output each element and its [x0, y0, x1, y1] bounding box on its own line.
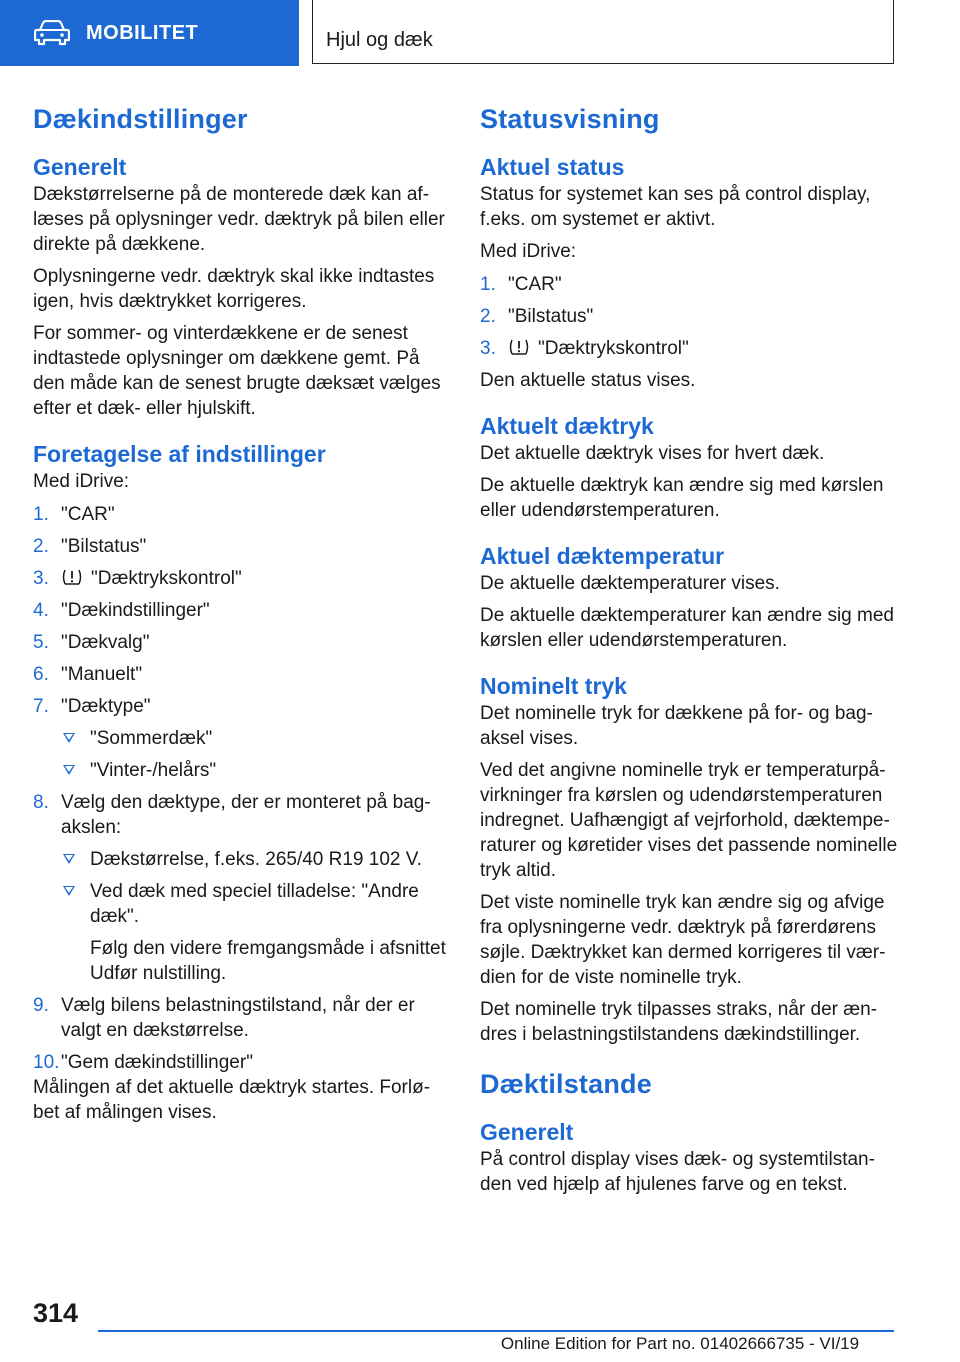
title-statusvisning: Statusvisning	[480, 104, 660, 134]
heading-nominelt-tryk: Nominelt tryk	[480, 673, 627, 699]
chapter-label: Hjul og dæk	[326, 29, 433, 51]
heading-generelt-daektilstande: Generelt	[480, 1119, 574, 1145]
page-number: 314	[33, 1298, 79, 1328]
triangle-bullet-icon	[63, 765, 75, 775]
paragraph: De aktuelle dæktryk kan ændre sig med kørslen eller udendørstemperaturen.	[480, 475, 884, 521]
triangle-bullet-icon	[63, 886, 75, 896]
sub-list-item: Ved dæk med speciel tilladelse: "Andre dæk". Følg den videre fremgangsmåde i afsnittet Udfør nulstilling.	[61, 879, 448, 986]
heading-aktuelt-daektryk: Aktuelt dæktryk	[480, 413, 654, 439]
paragraph: Ved det angivne nominelle tryk er temperaturpåvirkninger fra kørslen og udendørstemperaturen indregnet. Uafhængigt af vejrforhold, dæktemperaturer og køretider vises det passende nominelle tryk altid.	[480, 760, 898, 881]
sub-list	[61, 726, 448, 783]
paragraph: Målingen af det aktuelle dæktryk startes. Forløbet af målingen vises.	[33, 1077, 431, 1123]
heading-generelt: Generelt	[33, 154, 127, 180]
paragraph: Oplysningerne vedr. dæktryk skal ikke indtastes igen, hvis dæktrykket korrigeres.	[33, 266, 435, 312]
sub-list	[61, 847, 448, 986]
tire-pressure-warning-icon	[508, 338, 530, 356]
list-item: 2. "Bilstatus"	[33, 536, 147, 557]
list-item: 6. "Manuelt"	[33, 664, 143, 685]
sub-list-item: "Vinter-/helårs"	[61, 758, 448, 783]
section-label: MOBILITET	[86, 21, 199, 44]
paragraph: Med iDrive:	[33, 471, 130, 492]
list-item: 9. Vælg bilens belastningstilstand, når der er valgt en dækstørrelse.	[33, 995, 415, 1041]
triangle-bullet-icon	[63, 854, 75, 864]
tire-pressure-warning-icon	[61, 568, 83, 586]
list-item: 3. "Dæktrykskontrol"	[33, 568, 242, 589]
car-icon	[34, 20, 70, 46]
paragraph: Status for systemet kan ses på control display, f.eks. om systemet er aktivt.	[480, 184, 871, 230]
paragraph: For sommer- og vinterdækkene er de senest indtastede oplysninger om dækkene gemt. På den måde kan de senest brugte dæksæt vælges efter et dæk- eller hjulskift.	[33, 323, 441, 419]
page-header	[0, 0, 960, 66]
list-item: 5. "Dækvalg"	[33, 632, 150, 653]
sub-list-item: "Sommerdæk"	[61, 726, 448, 751]
footer-edition	[0, 1334, 960, 1354]
paragraph: Det nominelle tryk for dækkene på for- og bagaksel vises.	[480, 703, 873, 749]
title-daekindstillinger: Dækindstillinger	[33, 104, 248, 134]
right-column	[480, 100, 900, 1197]
paragraph: De aktuelle dæktemperaturer kan ændre sig med kørslen eller udendørstemperaturen.	[480, 605, 894, 651]
sub-list-item: Dækstørrelse, f.eks. 265/40 R19 102 V.	[61, 847, 448, 872]
paragraph: Det aktuelle dæktryk vises for hvert dæk.	[480, 443, 825, 464]
status-steps	[480, 272, 900, 361]
section-tab[interactable]	[0, 0, 299, 66]
heading-aktuel-status: Aktuel status	[480, 154, 625, 180]
list-item: 10. "Gem dækindstillinger"	[33, 1052, 253, 1073]
settings-steps	[33, 502, 448, 1075]
edition-text: Online Edition for Part no. 01402666735 - VI/19	[500, 1334, 860, 1353]
title-daektilstande: Dæktilstande	[480, 1069, 652, 1099]
list-item: 3. "Dæktrykskontrol"	[480, 338, 689, 359]
paragraph: På control display vises dæk- og systemtilstanden ved hjælp af hjulenes farve og en tekst.	[480, 1149, 875, 1195]
paragraph: Det nominelle tryk tilpasses straks, når der ændres i belastningstilstandens dækindstillinger.	[480, 999, 878, 1045]
chapter-box	[312, 0, 894, 64]
list-item: 7. "Dæktype" "Sommerdæk" "Vinter-/helårs"	[33, 694, 448, 783]
list-item: 1. "CAR"	[33, 504, 115, 525]
list-item: 2. "Bilstatus"	[480, 306, 594, 327]
list-item: 1. "CAR"	[480, 274, 562, 295]
paragraph: Den aktuelle status vises.	[480, 370, 696, 391]
sub-note: Følg den videre fremgangsmåde i afsnittet Udfør nulstilling.	[90, 938, 446, 984]
paragraph: Dækstørrelserne på de monterede dæk kan aflæses på oplysninger vedr. dæktryk på bilen eller direkte på dækkene.	[33, 184, 445, 255]
footer-divider	[98, 1330, 894, 1332]
heading-aktuel-daektemperatur: Aktuel dæktemperatur	[480, 543, 725, 569]
left-column	[33, 100, 448, 1125]
heading-foretagelse: Foretagelse af indstillinger	[33, 441, 326, 467]
paragraph: Med iDrive:	[480, 241, 577, 262]
list-item: 4. "Dækindstillinger"	[33, 600, 210, 621]
triangle-bullet-icon	[63, 733, 75, 743]
paragraph: De aktuelle dæktemperaturer vises.	[480, 573, 780, 594]
paragraph: Det viste nominelle tryk kan ændre sig og afvige fra oplysningerne vedr. dæktryk på førerdørens søjle. Dæktrykket kan dermed korrigeres til værdien for de viste nominelle tryk.	[480, 892, 886, 988]
list-item: 8. Vælg den dæktype, der er monteret på bagakslen: Dækstørrelse, f.eks. 265/40 R19 102 V. Ved dæk med speciel tilladelse: "Andre dæk". Følg den videre fremgangsmåde i afsnittet Udfør nulstilling.	[33, 790, 448, 986]
